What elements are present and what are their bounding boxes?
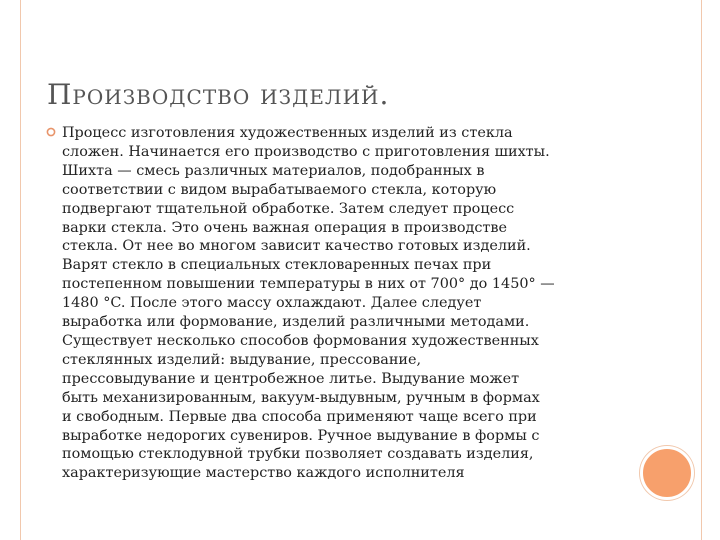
body-line: Шихта — смесь различных материалов, подобранных в [62,162,485,179]
body-line: постепенном повышении температуры в них от 700° до 1450° — [62,276,555,293]
body-line: прессовыдувание и центробежное литье. Выдувание может [62,370,520,387]
body-line: Варят стекло в специальных стекловаренных печах при [62,257,492,274]
body-line: стеклянных изделий: выдувание, прессование, [62,351,422,368]
body-line: быть механизированным, вакуум-выдувным, ручным в формах [62,389,540,406]
body-line: и свободным. Первые два способа применяют чаще всего при [62,408,537,425]
body-line: сложен. Начинается его производство с приготовления шихты. [62,143,550,160]
body-paragraph [62,124,622,483]
body-line: выработка или формование, изделий различными методами. [62,314,530,331]
body-line: стекла. От нее во многом зависит качество готовых изделий. [62,238,531,255]
body-line: помощью стеклодувной трубки позволяет создавать изделия, [62,446,534,463]
slide-title: Производство изделий. [47,78,390,111]
body-line: Процесс изготовления художественных изделий из стекла [62,125,513,141]
hollow-circle-bullet-icon [46,127,56,137]
body-line: выработке недорогих сувениров. Ручное выдувание в формы с [62,427,540,444]
body-line: Существует несколько способов формования художественных [62,332,539,349]
body-line: варки стекла. Это очень важная операция в производстве [62,219,508,236]
body-line: характеризующие мастерство каждого исполнителя [62,465,465,482]
decorative-orange-circle [640,446,694,500]
body-line: подвергают тщательной обработке. Затем следует процесс [62,200,515,217]
body-line: соответствии с видом вырабатываемого стекла, которую [62,181,497,198]
body-line: 1480 °C. После этого массу охлаждают. Далее следует [62,295,482,312]
